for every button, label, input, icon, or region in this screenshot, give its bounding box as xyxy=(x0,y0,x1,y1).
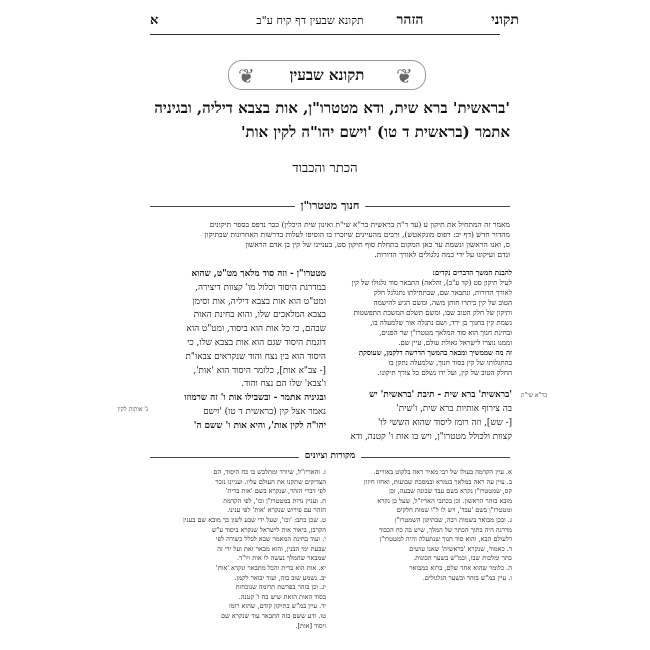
ornament-left-icon: ❦ xyxy=(238,64,255,88)
margin-note-right: בר"א שי"ת xyxy=(520,392,548,399)
intro-paragraph xyxy=(150,220,510,260)
source-note: יג. וכן בזהר בפרשת תרומה שנוכחות xyxy=(235,583,326,592)
source-note: שבעת ימי הבנין, והוא מבאר זאת ועל ידי זה xyxy=(217,544,326,553)
source-note: דלעולם הבא, והוא סוד חנוך שנתעלה והיה למטטרו"ן xyxy=(379,535,512,544)
commentary-line: בצבא המלאכים שלו, והוא בחינת האות xyxy=(193,310,326,321)
source-note: מובא בזהר הראשון. וכן בכתבי האריז"ל, שעל כן נקרא xyxy=(377,496,512,505)
commentary-line: וממנו נוצרו לישראל גאולת עולם, עיין שם. xyxy=(398,339,512,347)
source-note: הקרבן, ביאור אות לישראל שנקרא ביסוד ע"ש xyxy=(211,525,326,534)
commentary-line: ותיקון של חלק הטוב שבו, ומשם תשלם המשכת התפשטות xyxy=(353,309,512,317)
source-note: ט. שכן כתב: 'וכו', שעל ידי שבע לשון כך מובא שם בענין xyxy=(183,515,326,524)
banner-title: תקונא שבעין xyxy=(289,65,365,84)
source-note: מדרגה היה בתוך הכתר של המלך, שיש בה כח הכבוד xyxy=(378,525,512,534)
commentary-line: לאורך הדורות, ונתבאר שם, שבתחילתו נתגלגל חלק xyxy=(373,289,512,297)
source-note: י. ועוד בחינת המאמר שבא לכלל כשורה לפי xyxy=(215,535,326,544)
running-head-book: הזהר xyxy=(396,12,424,28)
commentary-line: בה צירוף אותיות ברא שית, ו'שית' xyxy=(396,404,512,414)
source-note: יא. אות הוא ברית והכל מתבאר ונקרא 'אות' xyxy=(215,563,326,572)
source-note: יב. נשמע שוב בזה, ועוד יבואר לקמן. xyxy=(234,573,326,582)
commentary-line: 'בראשית' ברא שית - תיבת 'בראשית' יש xyxy=(369,390,512,400)
section-title-sources: מקורות וציונים xyxy=(299,450,361,461)
source-note: הזהר עם פירוש שנקרא 'אות' לפי ענינו. xyxy=(226,506,326,515)
page-letter: א xyxy=(150,13,159,28)
commentary-line: במדרגת היסוד וכלול מו' קצוות דיצירה, xyxy=(195,282,326,293)
running-head-subtitle: תקונא שבעין דף קיח ע"ב xyxy=(256,14,364,27)
source-note: כתר ומלכות שבו, וכמ"ש בשער הכונות. xyxy=(413,554,512,563)
source-note: ג. ובכן מבואר בשמות רבה, שבתיקון השמטרו"ן xyxy=(394,515,512,524)
main-zohar-text: 'בראשית' ברא שית, ודא מטטרו"ן, אות בצבא דיליה, ובגיניה אתמר (בראשית ד טו) 'וישם יהו"ה לקין אות' xyxy=(154,99,510,141)
section-subtitle: הכתר והכבוד xyxy=(292,161,358,176)
ornament-right-icon: ❦ xyxy=(396,64,413,88)
commentary-line: לעיל תיקון סט (קד ע"ב), והלאה) התבאר סוד גלגולו של קין xyxy=(351,279,512,287)
source-note: לפי דברי הזהר, שנקרא בשם 'אות ברית' xyxy=(225,487,326,496)
section-title-chanoch: חנוך מטטרו"ן xyxy=(295,199,366,212)
right-main-commentary xyxy=(334,388,512,444)
header-rule xyxy=(150,34,500,35)
commentary-line: בהתגלותו של קין בסוד חנוך, שלמעלה נתקן בו xyxy=(388,359,512,367)
commentary-line: יהו"ה לקין אות', והיא אות ו' ששם ה' xyxy=(193,420,326,431)
source-note: ח. ועניין נרות במטטרו"ן וכו', לפי הקדמת xyxy=(223,496,326,505)
source-note: ז. והאריז"ל, שיורד ומתלבש בו כח היסוד, הם xyxy=(213,468,326,476)
commentary-line: נשמת קין בחנוך בן ירד, ושם נתגלה אור שלמעלה בו, xyxy=(370,319,512,327)
intro-line: ונדם ועיקונו על ידי כמה גלגולים לאורך הדורות. xyxy=(374,250,510,259)
source-note: ד. כאמור, שנקרא 'בראשית' שאנו עושים xyxy=(409,544,512,553)
commentary-line: דוגמת היסוד שגם הוא אות בצבא שלו, כי xyxy=(187,337,326,348)
commentary-line: שבהם, כי כל אות הוא ביסוד, ומט"ט הוא xyxy=(186,324,326,335)
source-note: טו. ודע ששם בזה התבאר עוד שנקרא שם xyxy=(221,611,326,620)
source-note: שמבאר שהמלך נעשה לו אות ויו"ד. xyxy=(236,554,326,563)
commentary-line: ובגיניה אתמר - ובשבילו אות ו' זה שרמוזו xyxy=(184,393,326,404)
commentary-line: החלק הטוב של קין, ועל ידו נשלם כל צורך תיקונו. xyxy=(377,369,512,377)
commentary-line: הטוב של קין ביתרו חותן משה, ומשם הגיע להישמה xyxy=(373,299,512,307)
source-note: א. עיין הקדמה בעולו של רבי מאיר ראה בלקוט באורים. xyxy=(373,468,512,476)
running-head-title: תקוני xyxy=(491,12,519,28)
source-note: ויסוד [אות]. xyxy=(295,621,326,630)
intro-line: ס, ואנו הראשון ונשמת עד כאן המקום בתחלת סוף תיקון סט, בעניינו של קין בן אדם הראשון xyxy=(245,240,510,249)
source-note: קס, שמטטרו"ן נקרא בשם עבד שבונה שבעה, וכן xyxy=(389,487,512,496)
source-note: ה. כלומר שהוא אחד שלם, ברזא כמבואר xyxy=(409,563,512,572)
source-note: ומטטרו"ן בשם 'עבד', ויש לו ל"ו שמות חלקים xyxy=(396,506,512,515)
commentary-line: נאמר אצל קין (בראשית ד טו) 'וישם xyxy=(203,406,326,417)
intro-line: מאמר זה המתחיל את תיקון ע (עד ד"ה בראשית בר"א שי"ת ואינון שית היכלין) כבר נדפס בספר תיקונים xyxy=(209,220,510,229)
intro-line: מהדור חדש (דף יב: דפוס מונקאטש), ורבים מהעיינים שיזכרו בו הוסיפו לעלות בדרשות האחרונות שבתיקון xyxy=(204,230,510,239)
commentary-line: ובחינת חנוך הוא סוד המלאך מטטרו"ן שר הפנים, xyxy=(379,329,512,337)
margin-note-left: ג' אותות לקין xyxy=(117,406,148,413)
source-note: בסוד האות הזאת שיש בה ו' קטנה. xyxy=(238,592,326,601)
commentary-line: ו'צבא' שלו הם נצח והוד. xyxy=(241,379,326,390)
commentary-line: היסוד הוא בין נצח והוד שנקראים צבאו"ת xyxy=(185,351,326,362)
commentary-line: [- שש], וזה רומז ליסוד שהוא הששי לו' xyxy=(378,418,512,428)
right-commentary-column xyxy=(334,268,512,378)
source-note: ו. עיין במ"ש בזהר ובשער הגלגולים. xyxy=(422,573,512,582)
left-main-commentary xyxy=(150,268,326,434)
commentary-line: מטטרו"ן - וזה סוד מלאך מט"ט, שהוא xyxy=(191,269,326,279)
sources-column-right xyxy=(334,468,512,583)
source-note: הצדיקים שתקנו את העולם עליו. ועניינו נזכר xyxy=(215,477,326,486)
source-note: ב. עיין עה ראה במלאך בגמרא ובמסכת שבועות, ואחזו חיזון xyxy=(364,477,512,486)
commentary-line: קצוות ולכולל מטטרו"ן, ויש בו אות ו' קטנה, ודא xyxy=(350,432,512,442)
commentary-line: ומט"ט הוא אות בצבא דיליה, אות וסימן xyxy=(192,296,326,307)
commentary-line: זה מה שממשיך ומבאר בהמשך הדרשה דלקמן, שעוסקת xyxy=(358,348,512,357)
commentary-line: [- צב"א אות], כלומר היסוד הוא 'אות', xyxy=(193,365,326,376)
source-note: יד. עיין במ"ש בתיקון קודם, שהוא רומז xyxy=(228,602,326,611)
right-column-heading: להבנת המשך הדברים נקדים: xyxy=(432,268,512,277)
sources-column-left xyxy=(150,468,326,631)
